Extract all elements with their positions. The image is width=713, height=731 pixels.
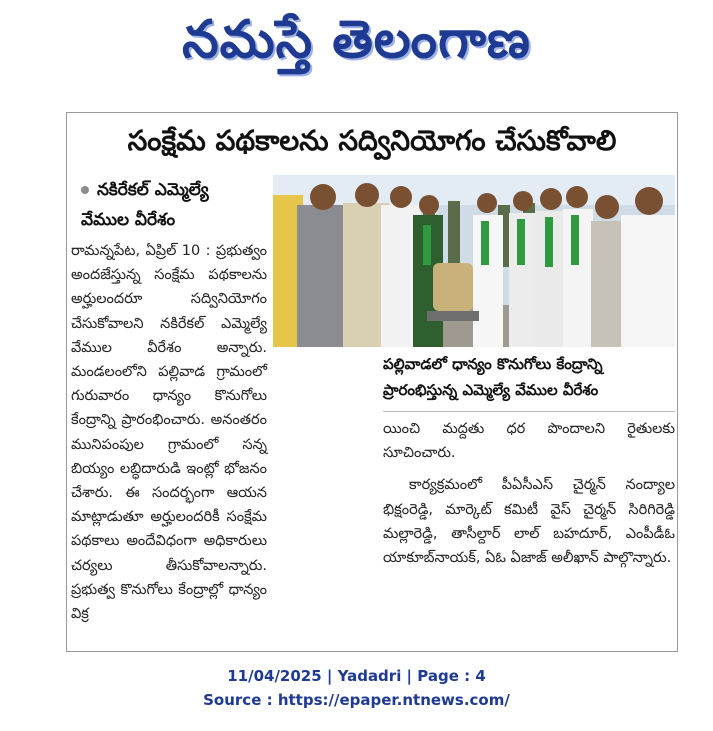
article-clipping bbox=[66, 112, 678, 652]
article-body-left bbox=[71, 239, 267, 626]
bullet-icon bbox=[81, 186, 89, 194]
byline bbox=[81, 175, 271, 235]
byline-line-2: వేముల వీరేశం bbox=[81, 210, 176, 230]
article-photo bbox=[273, 175, 675, 347]
article-headline: సంక్షేమ పథకాలను సద్వినియోగం చేసుకోవాలి bbox=[127, 124, 617, 157]
body-paragraph: యించి మద్దతు ధర పొందాలని రైతులకు సూచించారు. bbox=[383, 421, 675, 462]
edition-info: 11/04/2025 | Yadadri | Page : 4 bbox=[227, 667, 486, 685]
farmers-group-photo bbox=[273, 175, 675, 347]
body-paragraph: కార్యక్రమంలో పీఏసీఎస్ చైర్మన్ నంద్యాల భిక్షంరెడ్డి, మార్కెట్ కమిటీ వైస్ చైర్మన్ సిరిగిరెడ్డి మల్లారెడ్డి, తాసీల్దార్ లాల్ బహదూర్, ఎంపీడీఓ యాకూబ్‌నాయక్, ఏఓ ఏజాజ్ అలీఖాన్ పాల్గొన్నారు. bbox=[383, 477, 675, 567]
article-body-right bbox=[383, 417, 675, 570]
page-footer bbox=[0, 664, 713, 712]
photo-caption: పల్లివాడలో ధాన్యం కొనుగోలు కేంద్రాన్ని ప్రారంభిస్తున్న ఎమ్మెల్యే వేముల వీరేశం bbox=[383, 355, 603, 399]
body-paragraph: రామన్నపేట, ఏప్రిల్ 10 : ప్రభుత్వం అందజేస్తున్న సంక్షేమ పథకాలను అర్హులందరూ సద్వినియోగం చేసుకోవాలని నకిరేకల్ ఎమ్మెల్యే వేముల వీరేశం అన్నారు. మండలంలోని పల్లివాడ గ్రామంలో గురువారం ధాన్యం కొనుగోలు కేంద్రాన్ని ప్రారంభించారు. అనంతరం మునిపంపుల గ్రామంలో సన్న బియ్యం లబ్ధిదారుడి ఇంట్లో భోజనం చేశారు. ఈ సందర్భంగా ఆయన మాట్లాడుతూ అర్హులందరికీ సంక్షేమ పథకాలు అందేవిధంగా అధికారులు చర్యలు తీసుకోవాలన్నారు. ప్రభుత్వ కొనుగోలు కేంద్రాల్లో ధాన్యం విక్ర bbox=[71, 243, 267, 623]
masthead-logo: నమస్తే తెలంగాణ bbox=[182, 10, 531, 70]
source-link[interactable]: Source : https://epaper.ntnews.com/ bbox=[203, 691, 510, 709]
byline-line-1: నకిరేకల్ ఎమ్మెల్యే bbox=[97, 180, 209, 200]
caption-divider bbox=[383, 411, 675, 412]
